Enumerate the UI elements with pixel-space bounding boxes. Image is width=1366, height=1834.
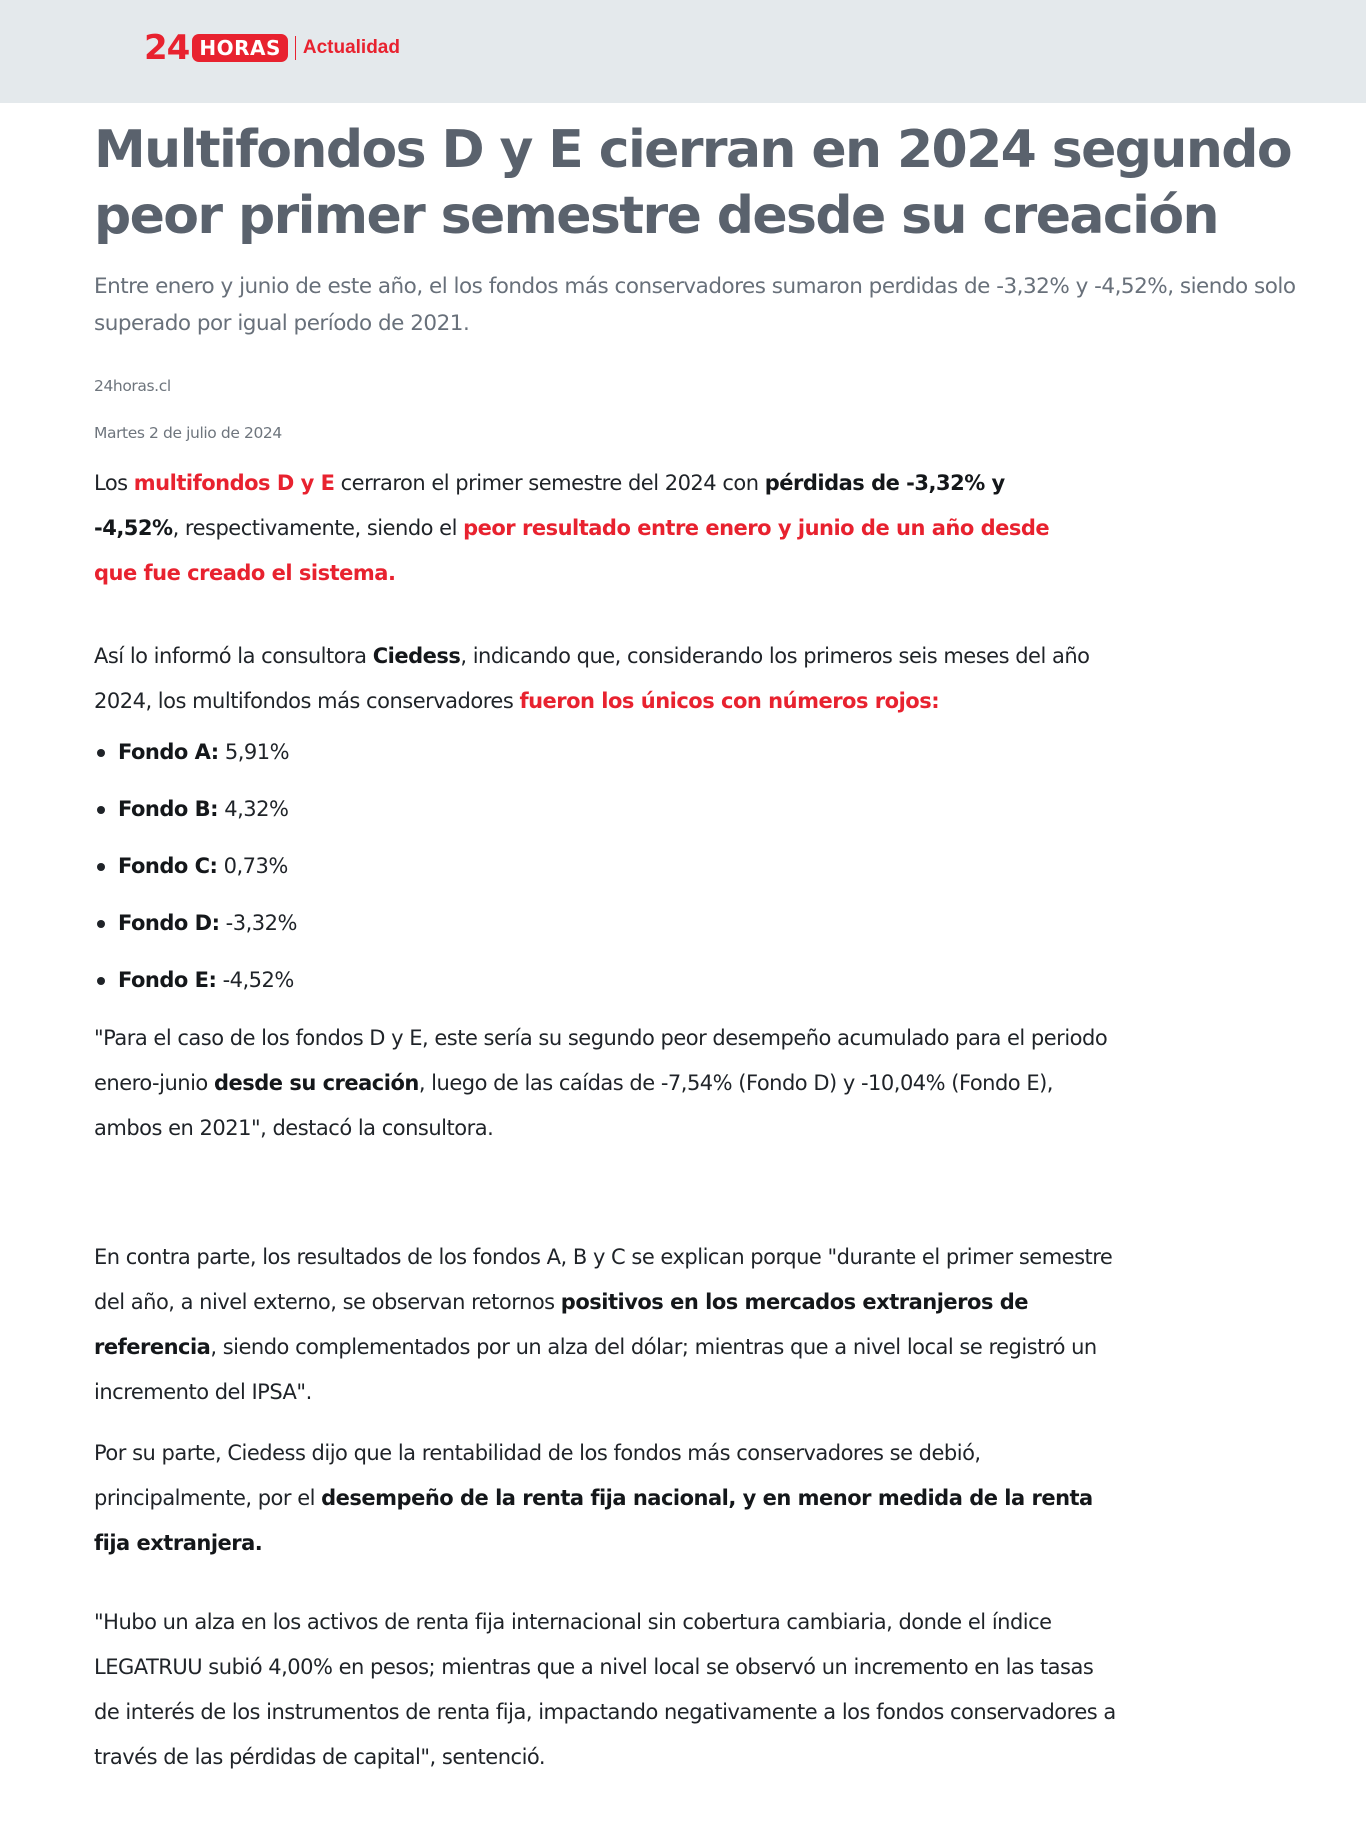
p3-text-a: "Para el caso de los fondos D y E, este sería su segundo peor desempeño acumulado para el periodo enero-junio — [94, 1026, 1108, 1095]
logo-divider — [295, 36, 296, 60]
list-item-fondo-d — [94, 901, 694, 958]
fund-label: Fondo E: — [118, 968, 217, 992]
fund-label: Fondo A: — [118, 740, 219, 764]
bullet-dot — [97, 977, 105, 985]
p1-highlight-funds: multifondos D y E — [133, 471, 335, 495]
fund-value: 4,32% — [218, 797, 289, 821]
p2-highlight-red: fueron los únicos con números rojos: — [519, 689, 940, 713]
p1-text-e: , respectivamente, siendo el — [172, 516, 464, 540]
paragraph-5 — [94, 1431, 1124, 1566]
site-logo[interactable] — [144, 30, 400, 66]
fund-label: Fondo C: — [118, 854, 218, 878]
list-item-fondo-c — [94, 844, 694, 901]
fund-label: Fondo B: — [118, 797, 219, 821]
p2-text-a: Así lo informó la consultora — [94, 644, 373, 668]
p5-bold-renta-fija: desempeño de la renta fija nacional, y en menor medida de la renta fija extranjera. — [94, 1486, 1093, 1555]
article-title: Multifondos D y E cierran en 2024 segundo peor primer semestre desde su creación — [94, 120, 1291, 246]
bullet-dot — [97, 920, 105, 928]
article-subtitle: Entre enero y junio de este año, el los fondos más conservadores sumaron perdidas de -3,32% y -4,52%, siendo solo superado por igual período de 2021. — [94, 274, 1296, 336]
p1-highlight-worst: peor resultado entre enero y junio de un año desde que fue creado el sistema. — [94, 516, 1050, 585]
p1-text-c: cerraron el primer semestre del 2024 con — [334, 471, 765, 495]
top-header-bar — [0, 0, 1366, 103]
section-link[interactable]: Actualidad — [302, 37, 400, 58]
p5-text-a: Por su parte, Ciedess dijo que la rentabilidad de los fondos más conservadores se debió, principalmente, por el — [94, 1441, 981, 1510]
logo-number: 24 — [144, 28, 190, 68]
fund-value: -4,52% — [216, 968, 294, 992]
paragraph-1 — [94, 461, 1094, 596]
fund-returns-list — [94, 730, 694, 1015]
p4-text-c: , siendo complementados por un alza del dólar; mientras que a nivel local se registró un incremento del IPSA". — [94, 1335, 1097, 1404]
list-item-fondo-e — [94, 958, 694, 1015]
bullet-dot — [97, 863, 105, 871]
p3-text-c: , luego de las caídas de -7,54% (Fondo D) y -10,04% (Fondo E), ambos en 2021", destacó la consultora. — [94, 1071, 1053, 1140]
fund-label: Fondo D: — [118, 911, 220, 935]
fund-value: 0,73% — [217, 854, 288, 878]
paragraph-2 — [94, 634, 1124, 724]
p3-bold-creation: desde su creación — [213, 1071, 419, 1095]
p4-text-a: En contra parte, los resultados de los fondos A, B y C se explican porque "durante el primer semestre del año, a nivel externo, se observan retornos — [94, 1245, 1113, 1314]
paragraph-4 — [94, 1235, 1124, 1415]
fund-value: 5,91% — [218, 740, 290, 764]
logo-word: HORAS — [192, 34, 288, 62]
bullet-dot — [97, 806, 105, 814]
p2-text-c: , indicando que, considerando los primeros seis meses del año 2024, los multifondos más conservadores — [94, 644, 1090, 713]
fund-value: -3,32% — [219, 911, 297, 935]
article-source: 24horas.cl — [94, 377, 171, 395]
p4-bold-markets: positivos en los mercados extranjeros de referencia — [94, 1290, 1029, 1359]
p2-bold-ciedess: Ciedess — [372, 644, 461, 668]
list-item-fondo-b — [94, 787, 694, 844]
paragraph-3 — [94, 1016, 1124, 1151]
bullet-dot — [97, 749, 105, 757]
p1-text-a: Los — [94, 471, 134, 495]
paragraph-6: "Hubo un alza en los activos de renta fija internacional sin cobertura cambiaria, donde el índice LEGATRUU subió 4,00% en pesos; mientras que a nivel local se observó un incremento en las tasas de interés de los instrumentos de renta fija, impactando negativamente a los fondos conservadores a través de las pérdidas de capital", sentenció. — [94, 1610, 1116, 1769]
article-date: Martes 2 de julio de 2024 — [94, 424, 282, 442]
list-item-fondo-a — [94, 730, 694, 787]
p1-bold-losses: pérdidas de -3,32% y -4,52% — [94, 471, 1005, 540]
